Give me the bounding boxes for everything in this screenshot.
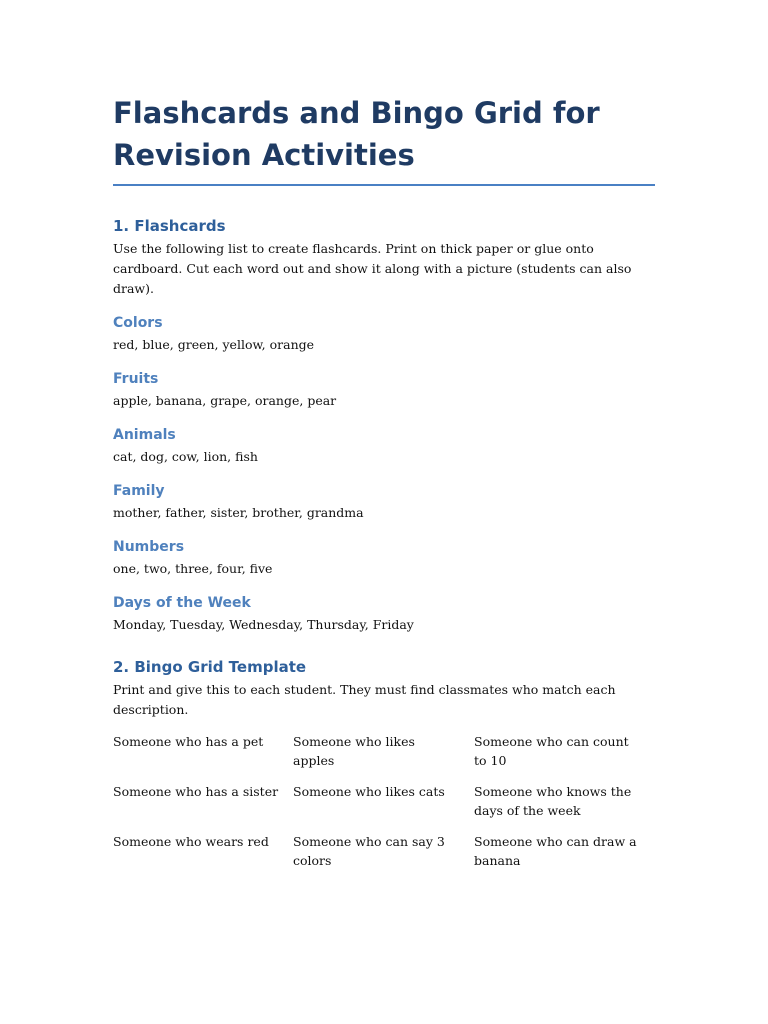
bingo-grid [113,732,655,870]
category-block-colors [113,313,655,355]
document-page [113,92,655,870]
bingo-cell: Someone who has a pet [113,734,264,749]
bingo-cell: Someone who has a sister [113,784,279,799]
category-words: red, blue, green, yellow, orange [113,337,315,352]
category-words: apple, banana, grape, orange, pear [113,393,337,408]
category-block-fruits [113,369,655,411]
category-block-days-of-week [113,593,655,635]
category-words: cat, dog, cow, lion, fish [113,449,258,464]
category-block-animals [113,425,655,467]
category-heading: Days of the Week [113,595,251,611]
category-block-numbers [113,537,655,579]
bingo-cell: Someone who likes apples [293,734,415,768]
category-heading: Family [113,483,165,499]
category-heading: Fruits [113,371,159,387]
bingo-cell: Someone who wears red [113,834,269,849]
bingo-intro-text: Print and give this to each student. They must find classmates who match each description. [113,682,616,717]
section-heading-bingo-grid: 2. Bingo Grid Template [113,658,307,676]
category-words: mother, father, sister, brother, grandma [113,505,364,520]
category-block-family [113,481,655,523]
category-words: Monday, Tuesday, Wednesday, Thursday, Friday [113,617,414,632]
title-underline-rule [113,184,655,186]
category-words: one, two, three, four, five [113,561,273,576]
flashcards-intro-text: Use the following list to create flashcards. Print on thick paper or glue onto cardboard. Cut each word out and show it along with a picture (students can also draw). [113,241,632,296]
bingo-cell: Someone who likes cats [293,784,445,799]
category-heading: Colors [113,315,163,331]
category-heading: Numbers [113,539,185,555]
category-heading: Animals [113,427,176,443]
bingo-cell: Someone who can draw a banana [474,834,637,868]
bingo-cell: Someone who can count to 10 [474,734,629,768]
bingo-cell: Someone who knows the days of the week [474,784,632,818]
page-title: Flashcards and Bingo Grid for Revision Activities [113,96,600,172]
section-heading-flashcards: 1. Flashcards [113,217,226,235]
bingo-cell: Someone who can say 3 colors [293,834,445,868]
